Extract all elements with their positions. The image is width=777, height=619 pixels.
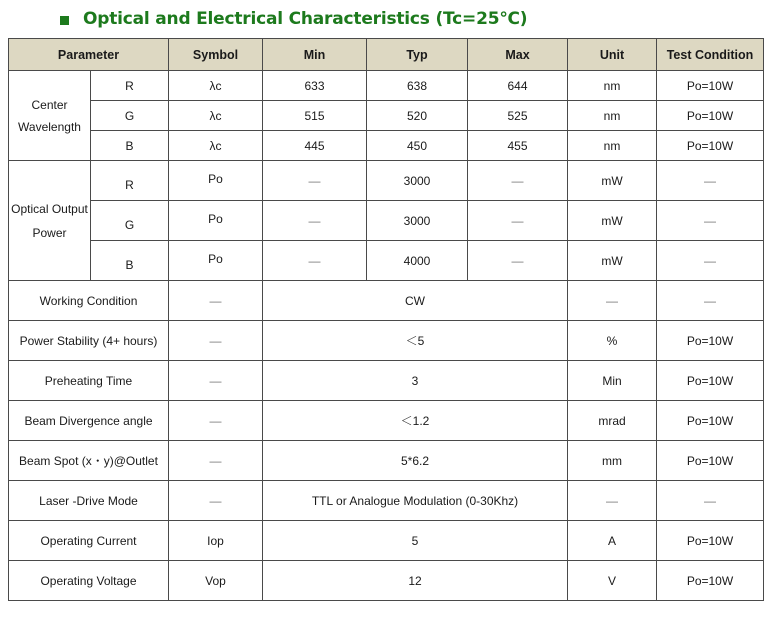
value-cell: ＜5: [263, 321, 568, 361]
symbol-cell: Iop: [169, 521, 263, 561]
symbol-cell: Po: [169, 241, 263, 281]
symbol-cell: —: [169, 481, 263, 521]
symbol-cell: Po: [169, 201, 263, 241]
test-cell: Po=10W: [657, 441, 764, 481]
unit-cell: —: [568, 281, 657, 321]
unit-cell: nm: [568, 71, 657, 101]
param-cell: Preheating Time: [9, 361, 169, 401]
header-test-condition: Test Condition: [657, 39, 764, 71]
table-row-working-condition: [9, 281, 764, 321]
value-cell: CW: [263, 281, 568, 321]
unit-cell: nm: [568, 131, 657, 161]
unit-cell: mrad: [568, 401, 657, 441]
table-row-laser-drive-mode: [9, 481, 764, 521]
table-row: [9, 161, 764, 201]
typ-cell: 520: [367, 101, 468, 131]
symbol-cell: —: [169, 401, 263, 441]
min-cell: 445: [263, 131, 367, 161]
table-row: [9, 131, 764, 161]
symbol-cell: —: [169, 281, 263, 321]
test-cell: Po=10W: [657, 71, 764, 101]
min-cell: —: [263, 241, 367, 281]
max-cell: 644: [468, 71, 568, 101]
min-cell: 515: [263, 101, 367, 131]
unit-cell: mm: [568, 441, 657, 481]
value-cell: ＜1.2: [263, 401, 568, 441]
param-cell: Operating Voltage: [9, 561, 169, 601]
typ-cell: 450: [367, 131, 468, 161]
table-row-beam-divergence: [9, 401, 764, 441]
value-cell: TTL or Analogue Modulation (0-30Khz): [263, 481, 568, 521]
bullet-square-icon: [60, 16, 69, 25]
unit-cell: V: [568, 561, 657, 601]
sub-label: B: [91, 131, 169, 161]
param-cell: Power Stability (4+ hours): [9, 321, 169, 361]
table-row-operating-voltage: [9, 561, 764, 601]
unit-cell: nm: [568, 101, 657, 131]
min-cell: —: [263, 161, 367, 201]
typ-cell: 638: [367, 71, 468, 101]
header-parameter: Parameter: [9, 39, 169, 71]
unit-cell: %: [568, 321, 657, 361]
typ-cell: 3000: [367, 201, 468, 241]
sub-label: G: [91, 201, 169, 241]
unit-cell: mW: [568, 241, 657, 281]
table-row-power-stability: [9, 321, 764, 361]
typ-cell: 3000: [367, 161, 468, 201]
value-cell: 3: [263, 361, 568, 401]
symbol-cell: λc: [169, 101, 263, 131]
test-cell: Po=10W: [657, 101, 764, 131]
header-typ: Typ: [367, 39, 468, 71]
value-cell: 5*6.2: [263, 441, 568, 481]
sub-label: R: [91, 161, 169, 201]
unit-cell: —: [568, 481, 657, 521]
param-cell: Operating Current: [9, 521, 169, 561]
table-row: [9, 201, 764, 241]
test-cell: Po=10W: [657, 321, 764, 361]
symbol-cell: —: [169, 441, 263, 481]
min-cell: —: [263, 201, 367, 241]
value-cell: 12: [263, 561, 568, 601]
test-cell: —: [657, 241, 764, 281]
sub-label: G: [91, 101, 169, 131]
test-cell: Po=10W: [657, 521, 764, 561]
group-label-center-wavelength: Center Wavelength: [9, 71, 91, 161]
test-cell: —: [657, 481, 764, 521]
param-cell: Beam Spot (x・y)@Outlet: [9, 441, 169, 481]
param-cell: Working Condition: [9, 281, 169, 321]
group-label-optical-output-power: Optical Output Power: [9, 161, 91, 281]
param-cell: Laser -Drive Mode: [9, 481, 169, 521]
table-row-operating-current: [9, 521, 764, 561]
header-symbol: Symbol: [169, 39, 263, 71]
sub-label: B: [91, 241, 169, 281]
section-title: [60, 6, 527, 32]
unit-cell: mW: [568, 201, 657, 241]
table-row: [9, 101, 764, 131]
max-cell: —: [468, 241, 568, 281]
test-cell: —: [657, 161, 764, 201]
table-row: [9, 241, 764, 281]
test-cell: —: [657, 201, 764, 241]
sub-label: R: [91, 71, 169, 101]
value-cell: 5: [263, 521, 568, 561]
unit-cell: A: [568, 521, 657, 561]
unit-cell: mW: [568, 161, 657, 201]
table-row-beam-spot: [9, 441, 764, 481]
test-cell: Po=10W: [657, 561, 764, 601]
max-cell: —: [468, 201, 568, 241]
param-cell: Beam Divergence angle: [9, 401, 169, 441]
header-max: Max: [468, 39, 568, 71]
max-cell: —: [468, 161, 568, 201]
characteristics-table: [8, 38, 764, 601]
section-title-text: Optical and Electrical Characteristics (Tc=25℃): [83, 9, 528, 29]
symbol-cell: —: [169, 321, 263, 361]
header-unit: Unit: [568, 39, 657, 71]
header-row: [9, 39, 764, 71]
symbol-cell: Po: [169, 161, 263, 201]
symbol-cell: —: [169, 361, 263, 401]
unit-cell: Min: [568, 361, 657, 401]
max-cell: 455: [468, 131, 568, 161]
table-row-preheating-time: [9, 361, 764, 401]
typ-cell: 4000: [367, 241, 468, 281]
test-cell: Po=10W: [657, 131, 764, 161]
symbol-cell: Vop: [169, 561, 263, 601]
min-cell: 633: [263, 71, 367, 101]
table-row: [9, 71, 764, 101]
test-cell: Po=10W: [657, 401, 764, 441]
header-min: Min: [263, 39, 367, 71]
max-cell: 525: [468, 101, 568, 131]
test-cell: Po=10W: [657, 361, 764, 401]
symbol-cell: λc: [169, 71, 263, 101]
test-cell: —: [657, 281, 764, 321]
symbol-cell: λc: [169, 131, 263, 161]
